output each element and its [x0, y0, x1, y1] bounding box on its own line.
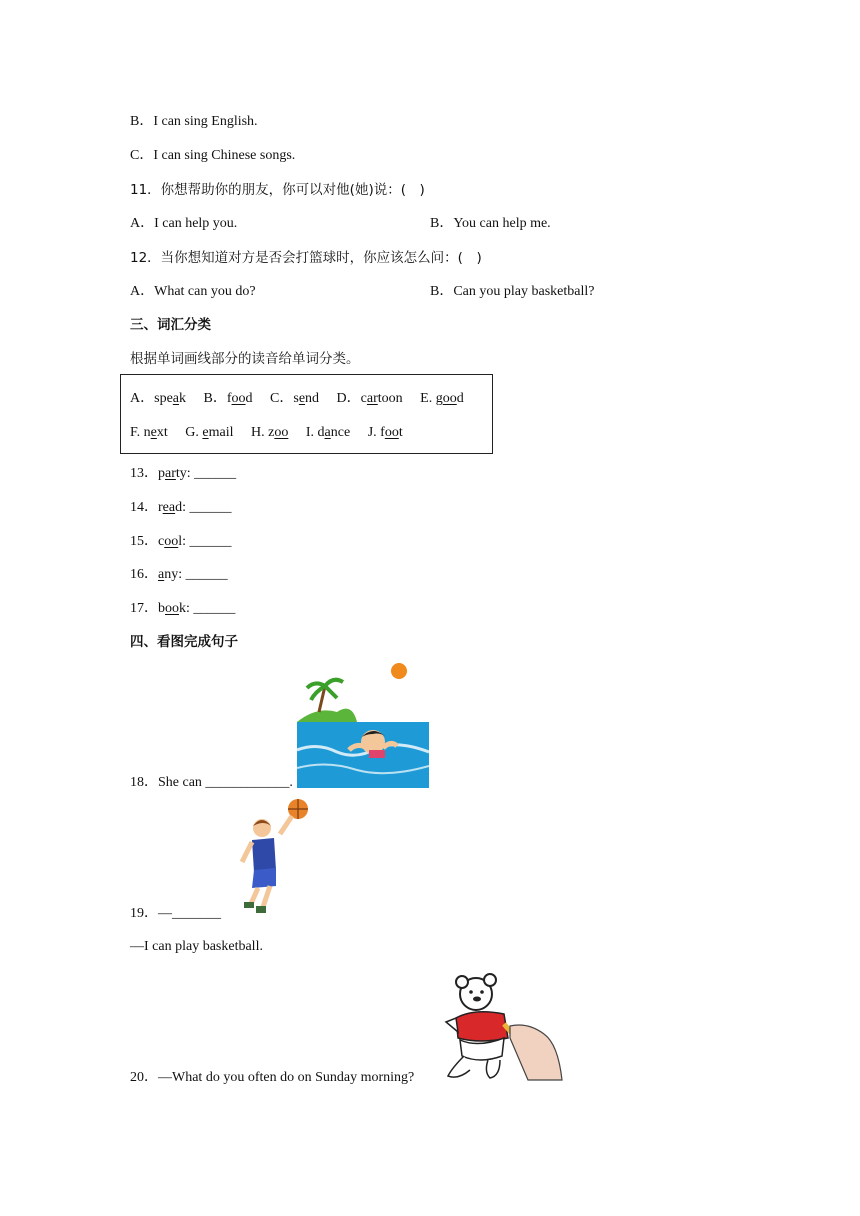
- q10-option-c: C．I can sing Chinese songs.: [130, 148, 296, 163]
- q11-option-a: A．I can help you.: [130, 216, 238, 231]
- q14: 14．read: ______: [130, 500, 232, 515]
- q20: 20．—What do you often do on Sunday morning?: [130, 1070, 415, 1085]
- word-bank-row-2: [130, 424, 403, 442]
- section3-instruction: 根据单词画线部分的读音给单词分类。: [130, 351, 360, 367]
- q17: 17．book: ______: [130, 601, 236, 616]
- q12-option-a: A．What can you do?: [130, 284, 256, 299]
- q12-option-b: B．Can you play basketball?: [430, 284, 595, 299]
- word-bank-item: G. email: [185, 425, 234, 440]
- word-bank-box: [120, 374, 493, 454]
- q11-stem: 11．你想帮助你的朋友，你可以对他(她)说：( ): [130, 182, 425, 198]
- sun-icon: [391, 663, 407, 679]
- q16: 16．any: ______: [130, 567, 228, 582]
- q19: 19．—_______: [130, 906, 221, 921]
- q12-stem: 12．当你想知道对方是否会打篮球时，你应该怎么问：( ): [130, 250, 482, 266]
- q11-option-b: B．You can help me.: [430, 216, 551, 231]
- section4-title: 四、看图完成句子: [130, 634, 238, 650]
- word-bank-row-1: [130, 390, 464, 408]
- q15: 15．cool: ______: [130, 534, 232, 549]
- swimming-girl-image: [297, 662, 429, 788]
- word-bank-item: D．cartoon: [336, 391, 403, 406]
- drawing-bear-image: [444, 972, 564, 1082]
- word-bank-item: F. next: [130, 425, 168, 440]
- word-bank-item: B．food: [203, 391, 253, 406]
- word-bank-item: E. good: [420, 391, 464, 406]
- basketball-boy-image: [228, 798, 310, 916]
- q10-option-b: B．I can sing English.: [130, 114, 258, 129]
- q13: 13．party: ______: [130, 466, 237, 481]
- word-bank-item: I. dance: [305, 425, 351, 440]
- word-bank-item: J. foot: [367, 425, 403, 440]
- section3-title: 三、词汇分类: [130, 317, 211, 333]
- q18: 18．She can ____________.: [130, 775, 293, 790]
- word-bank-item: C．send: [270, 391, 320, 406]
- word-bank-item: A．speak: [130, 391, 187, 406]
- q19-answer: —I can play basketball.: [130, 939, 263, 954]
- word-bank-item: H. zoo: [251, 425, 289, 440]
